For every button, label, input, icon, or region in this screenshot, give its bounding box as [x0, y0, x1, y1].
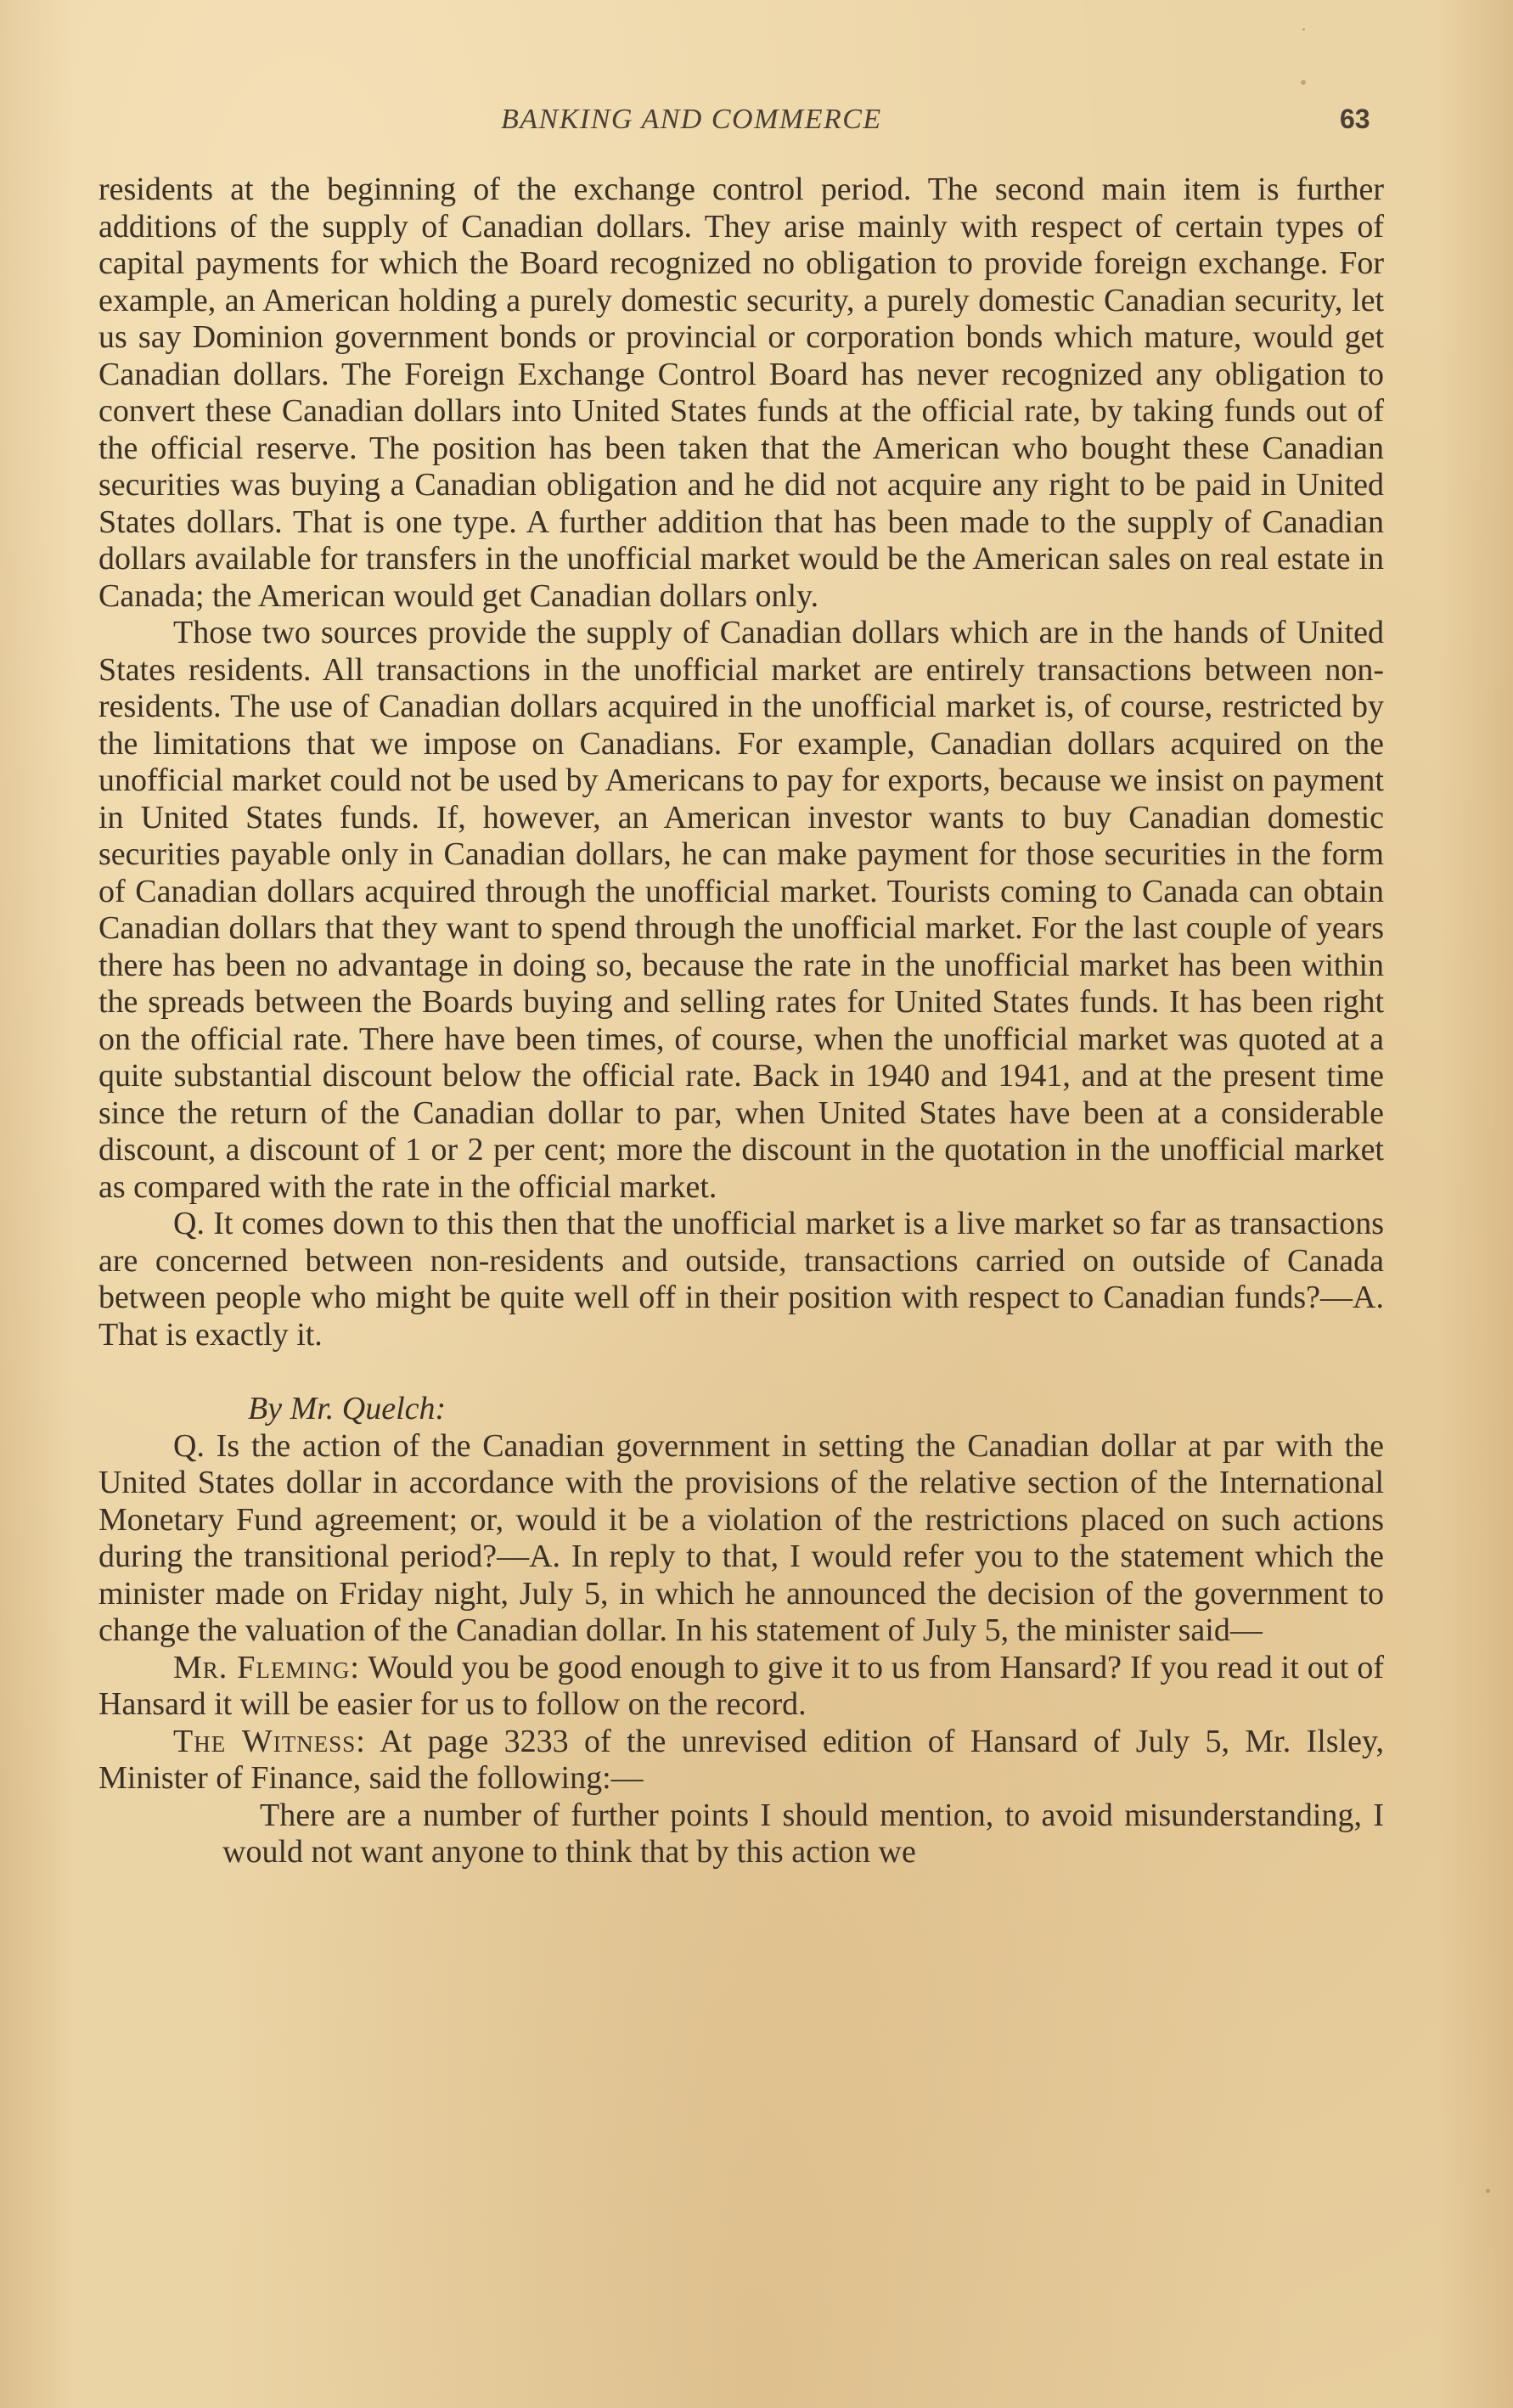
question-answer-live-market: Q. It comes down to this then that the unofficial market is a live market so far as transactions are concerned between non-residents and outside, transactions carried on outside of Canada between people who might be quite well off in their position with respect to Canadian funds?—A. That is exactly it. — [98, 1206, 1384, 1353]
speech-text-fleming: Would you be good enough to give it to us from Hansard? If you read it out of Hansard it will be easier for us to follow on the record. — [98, 1649, 1384, 1722]
paper-blemish — [1302, 28, 1305, 31]
paragraph-continuation: residents at the beginning of the exchange control period. The second main item is further additions of the supply of Canadian dollars. They arise mainly with respect of certain types of capital payments for which the Board recognized no obligation to provide foreign exchange. For example, an American holding a purely domestic security, a purely domestic Canadian security, let us say Dominion government bonds or provincial or corporation bonds which mature, would get Canadian dollars. The Foreign Exchange Control Board has never recognized any obligation to convert these Canadian dollars into United States funds at the official rate, by taking funds out of the official reserve. The position has been taken that the American who bought these Canadian securities was buying a Canadian obligation and he did not acquire any right to be paid in United States dollars. That is one type. A further addition that has been made to the supply of Canadian dollars available for transfers in the unofficial market would be the American sales on real estate in Canada; the American would get Canadian dollars only. — [98, 172, 1384, 614]
speech-text-witness: At page 3233 of the unrevised edition of Hansard of July 5, Mr. Ilsley, Minister of Finance, said the following:— — [98, 1723, 1385, 1796]
hansard-quotation: There are a number of further points I should mention, to avoid misunderstanding, I would not want anyone to think that by this action we — [222, 1797, 1384, 1870]
page-number: 63 — [1340, 104, 1370, 134]
running-head — [0, 104, 1513, 144]
speech-fleming — [98, 1650, 1384, 1724]
speaker-heading-quelch: By Mr. Quelch: — [248, 1391, 447, 1426]
speech-witness — [98, 1724, 1384, 1798]
speaker-name-fleming: Mr. Fleming: — [173, 1649, 360, 1685]
question-answer-imf-agreement: Q. Is the action of the Canadian government in setting the Canadian dollar at par with the United States dollar in accordance with the provisions of the relative section of the International Monetary Fund agreement; or, would it be a violation of the restrictions placed on such actions during the transitional period?—A. In reply to that, I would refer you to the statement which the minister made on Friday night, July 5, in which he announced the decision of the government to change the valuation of the Canadian dollar. In his statement of July 5, the minister said— — [98, 1427, 1384, 1648]
paper-blemish — [741, 1442, 745, 1445]
paper-blemish — [1301, 80, 1306, 85]
paragraph-supply-sources: Those two sources provide the supply of Canadian dollars which are in the hands of United States residents. All transactions in the unofficial market are entirely transactions between non-residents. The use of Canadian dollars acquired in the unofficial market is, of course, restricted by the limitations that we impose on Canadians. For example, Canadian dollars acquired on the unofficial market could not be used by Americans to pay for exports, because we insist on payment in United States funds. If, however, an American investor wants to buy Canadian domestic securities payable only in Canadian dollars, he can make payment for those securities in the form of Canadian dollars acquired through the unofficial market. Tourists coming to Canada can obtain Canadian dollars that they want to spend through the unofficial market. For the last couple of years there has been no advantage in doing so, because the rate in the unofficial market has been within the spreads between the Boards buying and selling rates for United States funds. It has been right on the official rate. There have been times, of course, when the unofficial market was quoted at a quite substantial discount below the official rate. Back in 1940 and 1941, and at the present time since the return of the Canadian dollar to par, when United States have been at a considerable discount, a discount of 1 or 2 per cent; more the discount in the quotation in the unofficial market as compared with the rate in the official market. — [98, 615, 1384, 1205]
speaker-name-witness: The Witness: — [173, 1723, 366, 1759]
running-title: BANKING AND COMMERCE — [501, 104, 882, 135]
body-text — [98, 172, 1384, 1871]
paper-blemish — [1486, 2189, 1490, 2193]
